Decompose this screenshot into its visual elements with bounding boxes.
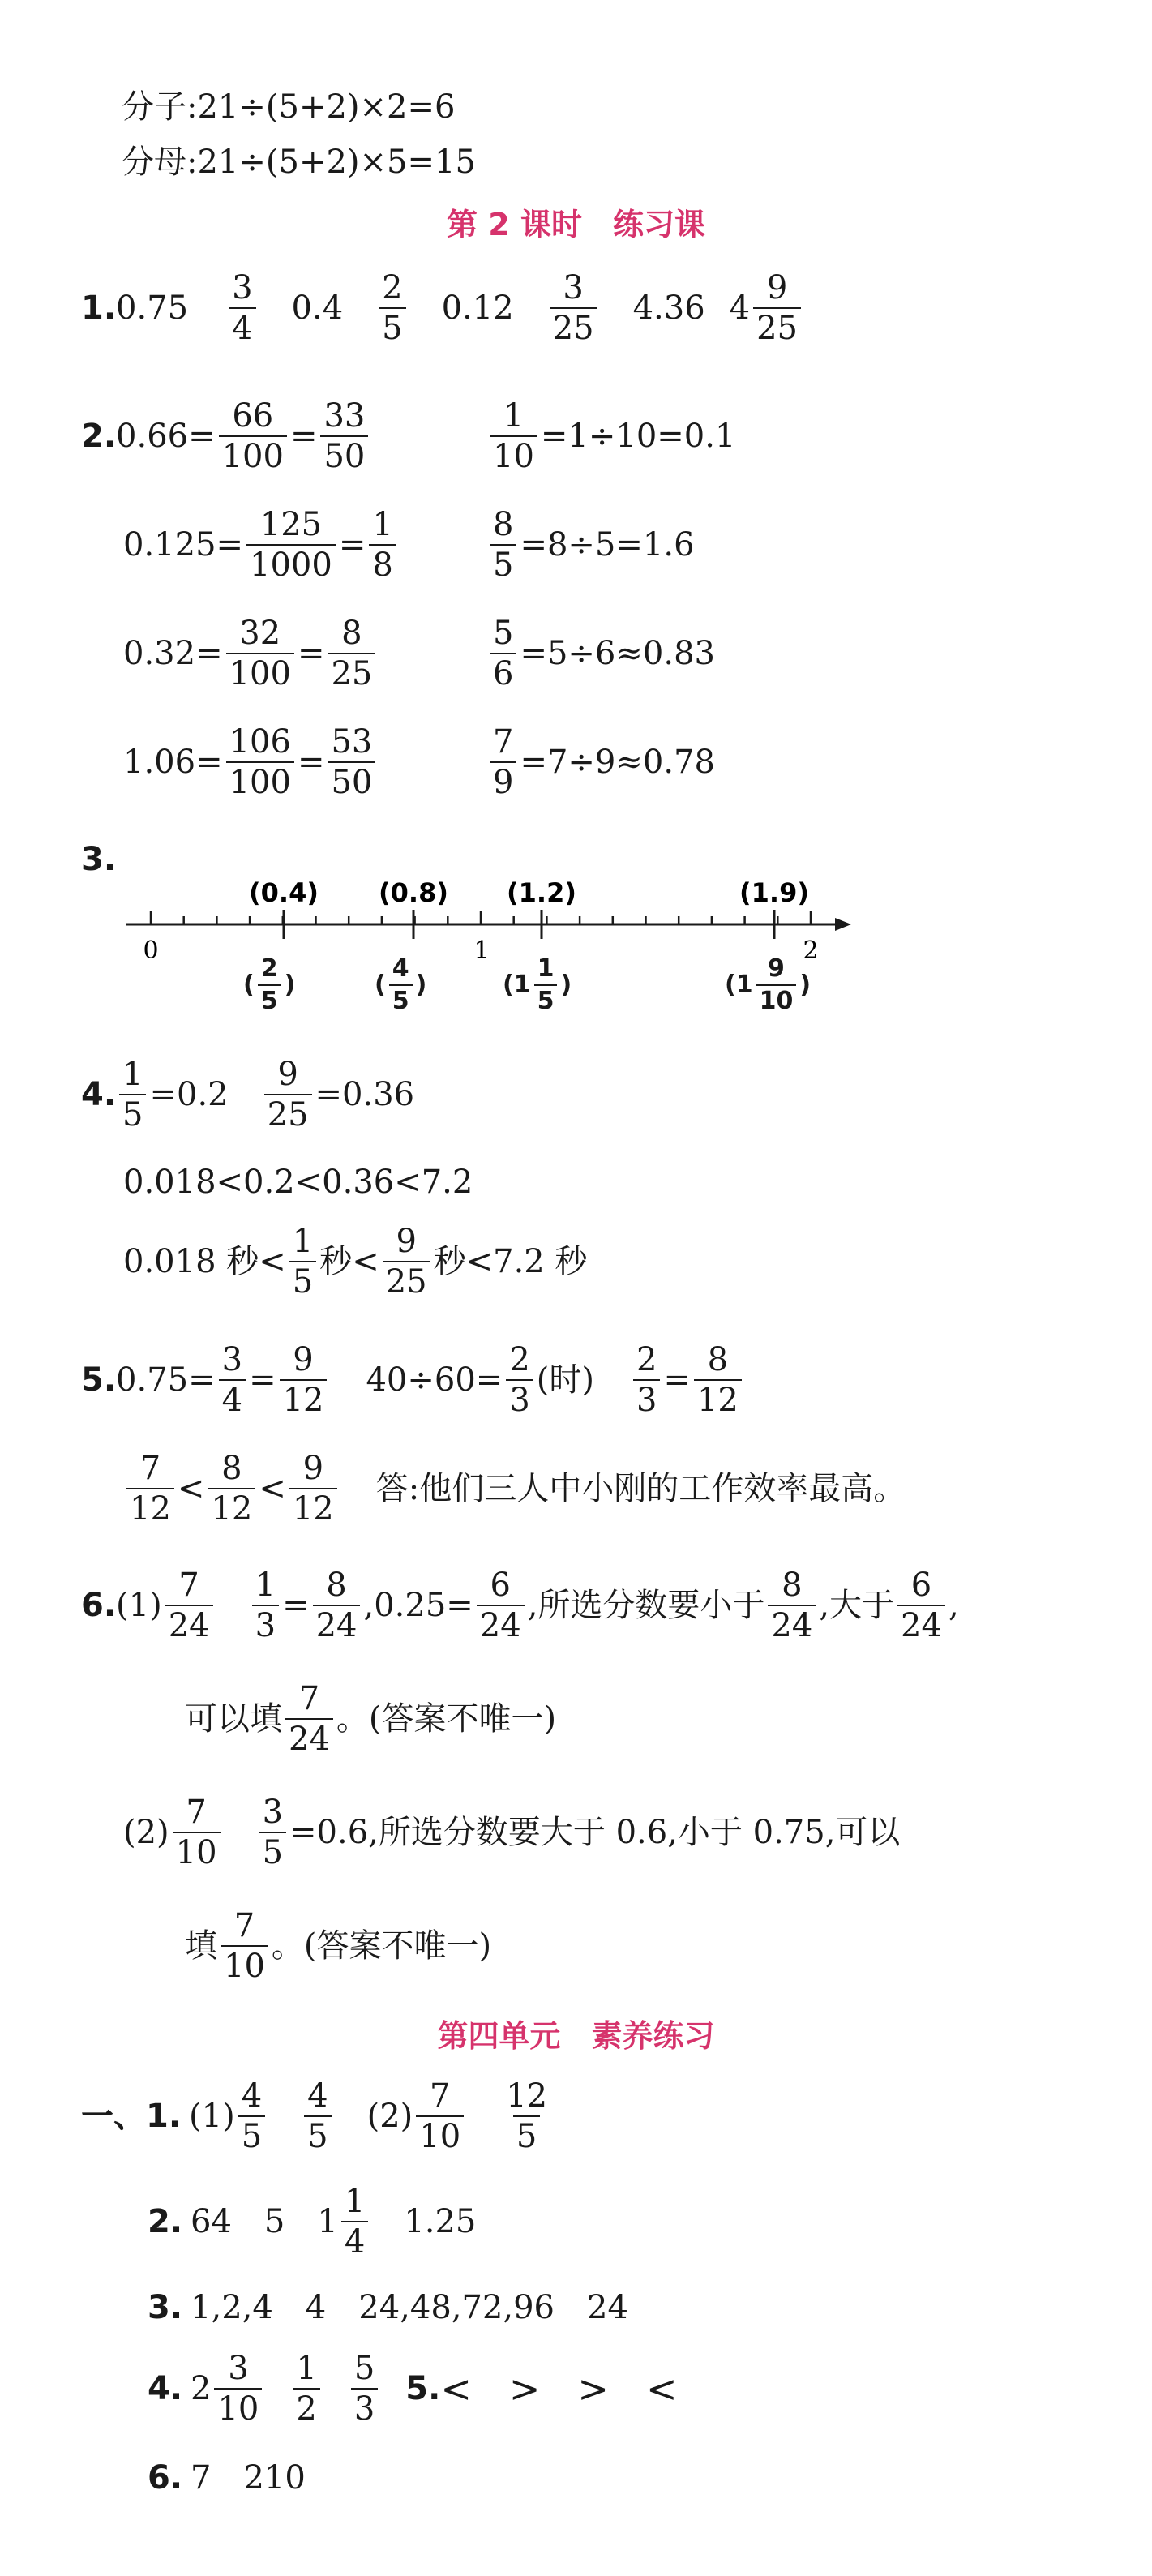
q5-line-2: $\frac{7}{12}$ < $\frac{8}{12}$ < $\frac{9}{12}$ 答:他们三人中小刚的工作效率最高。 (123, 1448, 906, 1529)
section-heading-unit4: 第四单元 素养练习 (437, 2018, 715, 2054)
q3-tick-2: 2 (803, 937, 819, 965)
q3-label-1-9: (1.9) (739, 877, 809, 908)
q1-val-c: 0.12 (441, 289, 514, 327)
q2-row-1: 2. 0.66= $\frac{66}{100}$ = $\frac{33}{50}$ (81, 396, 371, 477)
q6-number: 6. (81, 1587, 117, 1624)
q6-part1-line-1: 6. (1) $\frac{7}{24}$ $\frac{1}{3}$ = $\frac{8}{24}$ ,0.25= $\frac{6}{24}$ ,所选分数要小于 $\frac{8}{24}$ ,大于 $\frac{6}{24}$ , (81, 1567, 959, 1644)
q4-line-2: 0.018<0.2<0.36<7.2 (123, 1164, 473, 1201)
q3-number: 3. (81, 841, 117, 878)
q3-frac-4-5: ( $\frac{4}{5}$ ) (375, 954, 427, 1015)
q3-label-0-8: (0.8) (379, 877, 448, 908)
q2-row-4-right: $\frac{7}{9}$ =7÷9≈0.78 (486, 722, 715, 803)
q2-row-2: 0.125= $\frac{125}{1000}$ = $\frac{1}{8}$ (123, 504, 400, 585)
q1-line (81, 268, 804, 349)
p1-item-2: 2. 64 5 1 $\frac{1}{4}$ 1.25 (148, 2183, 477, 2261)
q1-frac-4: $\frac{9}{25}$ (753, 272, 801, 345)
q1-frac-3: $\frac{3}{25}$ (550, 272, 597, 345)
q1-mixed-whole: 4 (729, 289, 751, 327)
q4-number: 4. (81, 1076, 117, 1113)
q6-part1-line-2: 可以填 $\frac{7}{24}$ 。(答案不唯一) (185, 1680, 557, 1758)
q3-label-1-2: (1.2) (507, 877, 576, 908)
q5-number: 5. (81, 1361, 117, 1399)
q3-frac-2-5: ( $\frac{2}{5}$ ) (243, 954, 296, 1015)
q5-line-1: 5. 0.75= $\frac{3}{4}$ = $\frac{9}{12}$ 40÷60= $\frac{2}{3}$ (时) $\frac{2}{3}$ = $\frac{8}{12}$ (81, 1339, 745, 1421)
q3-frac-1-9-10: (1 $\frac{9}{10}$ ) (725, 954, 812, 1015)
p1-item-1: 一、 1. (1) $\frac{4}{5}$ $\frac{4}{5}$ (2) $\frac{7}{10}$ $\frac{12}{5}$ (81, 2077, 548, 2155)
q2-row-1-right: $\frac{1}{10}$ =1÷10=0.1 (486, 396, 735, 477)
q5-answer: 答:他们三人中小刚的工作效率最高。 (375, 1470, 906, 1507)
q3-tick-0: 0 (143, 937, 159, 965)
q3-number-line (0, 859, 1152, 1038)
q1-number: 1. (81, 289, 117, 327)
q3-tick-1: 1 (473, 937, 490, 965)
section-heading-lesson2: 第 2 课时 练习课 (447, 207, 705, 242)
q3-axis (126, 910, 851, 939)
q2-row-4: 1.06= $\frac{106}{100}$ = $\frac{53}{50}$ (123, 722, 379, 803)
p1-item-3: 3. 1,2,4 4 24,48,72,96 24 (148, 2289, 628, 2326)
numerator-calc: 分子:21÷(5+2)×2=6 (122, 88, 456, 126)
q2-row-2-right: $\frac{8}{5}$ =8÷5=1.6 (486, 504, 695, 585)
q3-label-0-4: (0.4) (249, 877, 319, 908)
q4-line-3: 0.018 秒< $\frac{1}{5}$ 秒< $\frac{9}{25}$ 秒<7.2 秒 (123, 1223, 588, 1301)
q6-part2-line-2: 填 $\frac{7}{10}$ 。(答案不唯一) (185, 1907, 492, 1985)
q1-val-d: 4.36 (632, 289, 705, 327)
q1-val-a: 0.75 (116, 289, 189, 327)
q6-part2-line-1: (2) $\frac{7}{10}$ $\frac{3}{5}$ =0.6,所选分数要大于 0.6,小于 0.75,可以 (123, 1794, 901, 1871)
p1-item-6: 6. 7 210 (148, 2459, 306, 2497)
q2-row-3: 0.32= $\frac{32}{100}$ = $\frac{8}{25}$ (123, 613, 379, 694)
denominator-calc: 分母:21÷(5+2)×5=15 (122, 144, 476, 181)
q3-frac-1-1-5: (1 $\frac{1}{5}$ ) (503, 954, 572, 1015)
q1-frac-1: $\frac{3}{4}$ (229, 272, 255, 345)
part1-label: 一、 (81, 2098, 146, 2135)
q2-row-3-right: $\frac{5}{6}$ =5÷6≈0.83 (486, 613, 715, 694)
p1-item-4-5: 4. 2 $\frac{3}{10}$ $\frac{1}{2}$ $\frac{5}{3}$ 5. < > > < (148, 2350, 678, 2428)
q1-val-b: 0.4 (291, 289, 344, 327)
q4-line-1: 4. $\frac{1}{5}$ =0.2 $\frac{9}{25}$ =0.36 (81, 1056, 415, 1134)
q2-number: 2. (81, 418, 117, 455)
q1-frac-2: $\frac{2}{5}$ (379, 272, 405, 345)
